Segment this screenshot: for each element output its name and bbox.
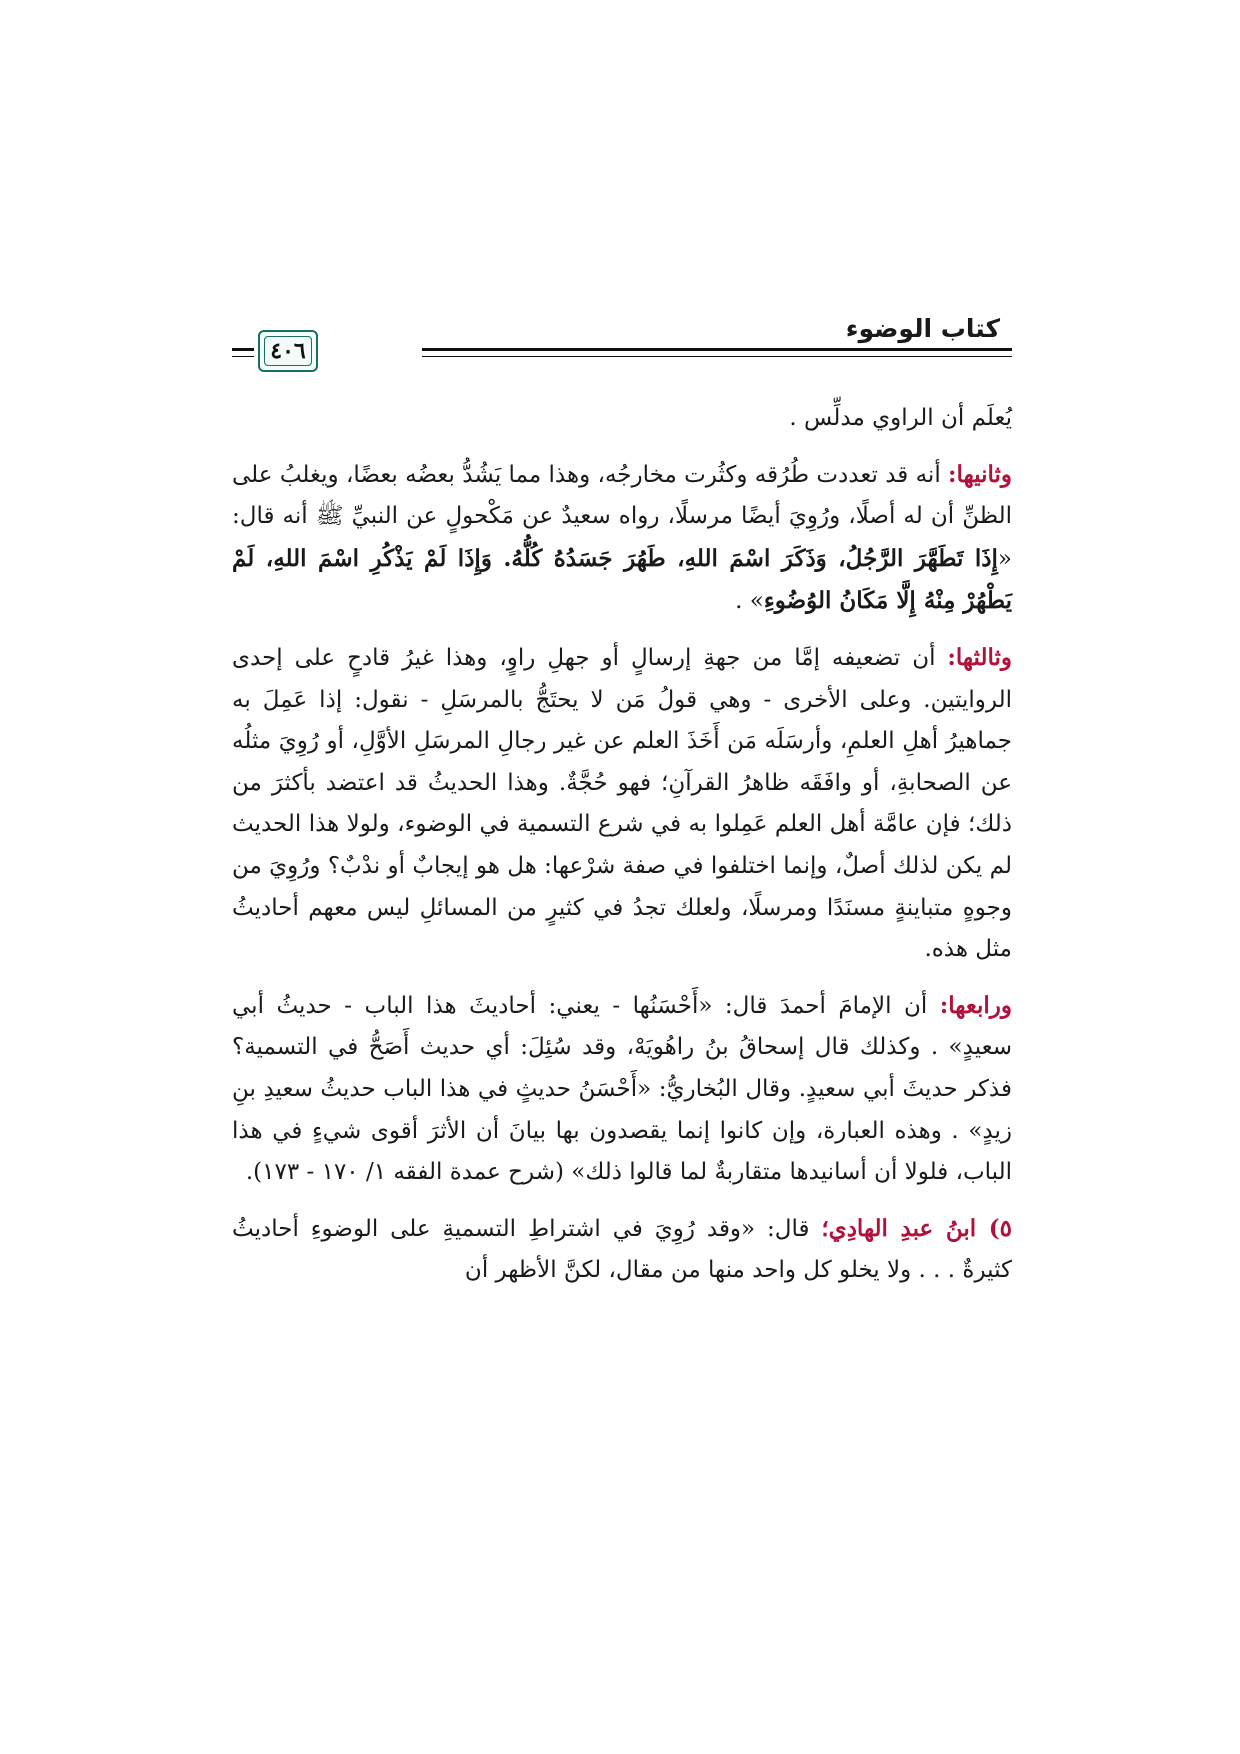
page-number: ٤٠٦ (270, 338, 306, 364)
paragraph-label-third: وثالثها: (947, 643, 1012, 671)
header-rule-thick (422, 348, 1012, 351)
page-header (232, 300, 1012, 390)
paragraph-label-ibn-abd-alhadi: ٥) ابنُ عبدِ الهادِي؛ (821, 1214, 1012, 1242)
page-number-inner-frame (264, 336, 312, 366)
paragraph-fourth-reason (232, 985, 1012, 1194)
paragraph-second-reason (232, 454, 1012, 623)
header-rule-left-thin (232, 356, 254, 357)
header-rule-left-thick (232, 348, 254, 351)
paragraph-label-fourth: ورابعها: (939, 991, 1012, 1019)
book-title: كتاب الوضوء (845, 314, 1000, 343)
paragraph-third-reason (232, 637, 1012, 971)
paragraph-0 (232, 398, 1012, 440)
paragraph-0-text: يُعلَم أن الراوي مدلِّس . (789, 405, 1012, 431)
hadith-quote-end: » . (735, 588, 764, 615)
paragraph-fourth-text: أن الإمامَ أحمدَ قال: «أَحْسَنُها - يعني: أحاديثَ هذا الباب - حديثُ أبي سعيدٍ» . وكذلك قال إسحاقُ بنُ راهُويَهْ، وقد سُئِلَ: أي حديث أَصَحُّ في التسمية؟ فذكر حديثَ أبي سعيدٍ. وقال البُخاريُّ: «أَحْسَنُ حديثٍ في هذا الباب حديثُ سعيدِ بنِ زيدٍ» . وهذه العبارة، وإن كانوا إنما يقصدون بها بيانَ أن الأثرَ أقوى شيءٍ في هذا الباب، فلولا أن أسانيدها متقاربةٌ لما قالوا ذلك» (شرح عمدة الفقه ١/ ١٧٠ - ١٧٣). (232, 992, 1012, 1186)
hadith-quote: إِذَا تَطَهَّرَ الرَّجُلُ، وَذَكَرَ اسْمَ اللهِ، طَهُرَ جَسَدُهُ كُلُّهُ. وَإِذَا لَمْ يَذْكُرِ اسْمَ اللهِ، لَمْ يَطْهُرْ مِنْهُ إِلَّا مَكَانُ الوُضُوءِ (232, 544, 1012, 615)
page-body (232, 398, 1012, 1306)
paragraph-second-text: أنه قد تعددت طُرُقه وكثُرت مخارجُه، وهذا مما يَشُدُّ بعضُه بعضًا، ويغلبُ على الظنِّ أن له أصلًا، ورُوِيَ أيضًا مرسلًا، رواه سعيدٌ عن مَكْحولٍ عن النبيِّ ﷺ أنه قال: « (232, 461, 1012, 572)
paragraph-ibn-abd-alhadi-text: قال: «وقد رُوِيَ في اشتراطِ التسميةِ على الوضوءِ أحاديثُ كثيرةٌ . . . ولا يخلو كل واحد منها من مقال، لكنَّ الأظهر أن (232, 1215, 1012, 1284)
header-rule-thin (422, 356, 1012, 357)
paragraph-ibn-abd-alhadi (232, 1208, 1012, 1292)
paragraph-label-second: وثانيها: (948, 460, 1012, 488)
paragraph-third-text: أن تضعيفه إمَّا من جهةِ إرسالٍ أو جهلِ راوٍ، وهذا غيرُ قادحٍ على إحدى الروايتين. وعلى الأخرى - وهي قولُ مَن لا يحتَجُّ بالمرسَلِ - نقول: إذا عَمِلَ به جماهيرُ أهلِ العلمِ، وأرسَلَه مَن أَخَذَ العلم عن غير رجالِ المرسَلِ الأوَّلِ، أو رُوِيَ مثلُه عن الصحابةِ، أو وافَقَه ظاهرُ القرآنِ؛ فهو حُجَّةٌ. وهذا الحديثُ قد اعتضد بأكثرَ من ذلك؛ فإن عامَّة أهل العلم عَمِلوا به في شرع التسمية في الوضوء، ولولا هذا الحديث لم يكن لذلك أصلٌ، وإنما اختلفوا في صفة شرْعها: هل هو إيجابٌ أو ندْبٌ؟ ورُوِيَ من وجوهٍ متباينةٍ مسنَدًا ومرسلًا، ولعلك تجدُ في كثيرٍ من المسائلِ ليس معهم أحاديثُ مثل هذه. (232, 644, 1012, 963)
page-number-frame (258, 330, 318, 372)
